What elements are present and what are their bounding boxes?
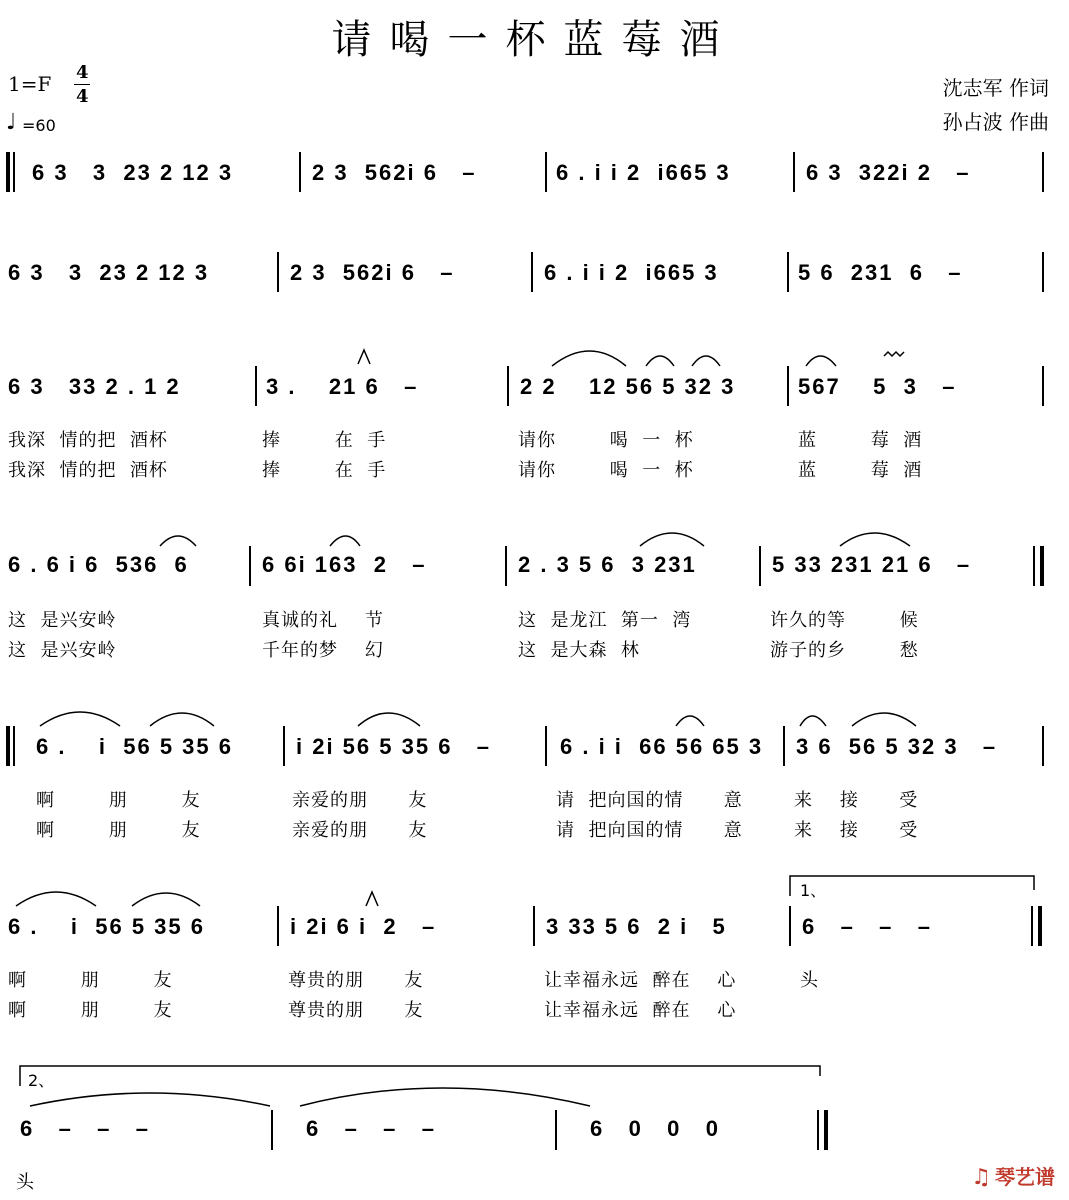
system5-measure1: 6 . i 56 5 35 6 — [36, 734, 233, 759]
system5-measure4: 3 6 56 5 32 3 – — [796, 734, 998, 759]
system6-measure4: 6 – – – — [802, 914, 932, 939]
system2-measure3: 6 . i i 2 i665 3 — [544, 260, 719, 285]
slur — [40, 712, 120, 726]
system2-measure2: 2 3 562i 6 – — [290, 260, 455, 285]
system4-measure3: 2 . 3 5 6 3 231 — [518, 552, 697, 577]
accent-mark — [358, 350, 370, 364]
system4-lyric2-m4: 游子的乡 愁 — [770, 640, 919, 661]
slur — [300, 1088, 590, 1106]
system6-lyric2-m1: 啊 朋 友 — [8, 1000, 173, 1021]
time-signature-bottom: 4 — [76, 86, 89, 107]
time-signature-top: 4 — [76, 62, 89, 83]
system2-measure4: 5 6 231 6 – — [798, 260, 963, 285]
system4-lyric2-m1: 这 是兴安岭 — [8, 640, 117, 661]
slur — [132, 893, 200, 906]
system7-measure1: 6 – – – — [20, 1116, 150, 1141]
system1-measure4: 6 3 322i 2 – — [806, 160, 971, 185]
system5-measure2: i 2i 56 5 35 6 – — [296, 734, 492, 759]
system3-lyric1-m1: 我深 情的把 酒杯 — [8, 430, 168, 451]
slur — [852, 713, 916, 726]
system5-lyric1-m1: 啊 朋 友 — [36, 790, 201, 811]
accent-mark — [366, 892, 378, 906]
tempo-note-icon: ♩ — [6, 110, 17, 135]
system5-lyric1-m4: 来 接 受 — [794, 790, 919, 811]
system3-measure2: 3 . 21 6 – — [266, 374, 419, 399]
slur — [640, 533, 704, 546]
system6-lyric2-m2: 尊贵的朋 友 — [288, 1000, 424, 1021]
system5-measure3: 6 . i i 66 56 65 3 — [560, 734, 764, 759]
system6-measure1: 6 . i 56 5 35 6 — [8, 914, 205, 939]
system7-lyric1-m1: 头 — [16, 1172, 35, 1193]
system4-lyric1-m1: 这 是兴安岭 — [8, 610, 117, 631]
system4-lyric1-m2: 真诚的礼 节 — [262, 610, 384, 631]
system4-measure4: 5 33 231 21 6 – — [772, 552, 972, 577]
system6-measure3: 3 33 5 6 2 i 5 — [546, 914, 727, 939]
system1-measure1: 6 3 3 23 2 12 3 — [32, 160, 234, 185]
system5-lyric1-m3: 请 把向国的情 意 — [556, 790, 743, 811]
system5-lyric2-m4: 来 接 受 — [794, 820, 919, 841]
system6-lyric1-m4: 头 — [800, 970, 819, 991]
system7-measure3: 6 0 0 0 — [590, 1116, 720, 1141]
system3-measure4: 567 5 3 – — [798, 374, 957, 399]
system4-lyric1-m4: 许久的等 候 — [770, 610, 919, 631]
system1-measure3: 6 . i i 2 i665 3 — [556, 160, 731, 185]
key-signature: 1=F — [8, 72, 52, 96]
system5-lyric2-m3: 请 把向国的情 意 — [556, 820, 743, 841]
slur — [330, 536, 360, 546]
watermark-text: 琴艺谱 — [995, 1165, 1055, 1189]
slur — [806, 356, 836, 366]
system3-lyric1-m3: 请你 喝 一 杯 — [518, 430, 694, 451]
volta-second-bracket — [20, 1066, 820, 1086]
system5-lyric1-m2: 亲爱的朋 友 — [292, 790, 428, 811]
composer: 孙占波 作曲 — [942, 110, 1049, 134]
system7-measure2: 6 – – – — [306, 1116, 436, 1141]
slur — [692, 356, 720, 366]
system1-measure2: 2 3 562i 6 – — [312, 160, 477, 185]
lyricist: 沈志军 作词 — [942, 76, 1049, 100]
system5-lyric2-m2: 亲爱的朋 友 — [292, 820, 428, 841]
tempo-value: =60 — [22, 116, 56, 135]
volta-first-bracket — [790, 876, 1034, 896]
system6-lyric2-m3: 让幸福永远 醉在 心 — [544, 1000, 737, 1021]
slur — [840, 533, 910, 546]
slur — [150, 713, 214, 726]
system6-lyric1-m2: 尊贵的朋 友 — [288, 970, 424, 991]
system6-measure2: i 2i 6 i 2 – — [290, 914, 437, 939]
watermark-logo — [957, 1137, 1055, 1190]
system6-lyric1-m3: 让幸福永远 醉在 心 — [544, 970, 737, 991]
volta-second-label: 2、 — [28, 1071, 55, 1090]
system4-lyric2-m2: 千年的梦 幻 — [262, 640, 384, 661]
system3-lyric1-m2: 捧 在 手 — [262, 430, 387, 451]
slur — [358, 713, 420, 726]
song-title: 请喝一杯蓝莓酒 — [331, 17, 738, 63]
system2-measure1: 6 3 3 23 2 12 3 — [8, 260, 210, 285]
system4-measure2: 6 6i 163 2 – — [262, 552, 427, 577]
system5-lyric2-m1: 啊 朋 友 — [36, 820, 201, 841]
slur — [552, 351, 626, 366]
mordent-mark — [884, 352, 904, 356]
piano-logo-icon: ♫ — [971, 1165, 991, 1190]
system4-measure1: 6 . 6 i 6 536 6 — [8, 552, 189, 577]
slur — [30, 1093, 270, 1106]
slur — [160, 536, 196, 546]
system3-lyric1-m4: 蓝 莓 酒 — [798, 430, 923, 451]
system3-lyric2-m4: 蓝 莓 酒 — [798, 460, 923, 481]
system4-lyric2-m3: 这 是大森 林 — [518, 640, 640, 661]
volta-first-label: 1、 — [800, 881, 827, 900]
slur — [646, 356, 674, 366]
system3-lyric2-m3: 请你 喝 一 杯 — [518, 460, 694, 481]
system6-lyric1-m1: 啊 朋 友 — [8, 970, 173, 991]
system3-measure3: 2 2 12 56 5 32 3 — [520, 374, 736, 399]
slur — [800, 716, 826, 726]
system3-lyric2-m2: 捧 在 手 — [262, 460, 387, 481]
system4-lyric1-m3: 这 是龙江 第一 湾 — [518, 610, 692, 631]
system3-measure1: 6 3 33 2 . 1 2 — [8, 374, 181, 399]
slur — [16, 892, 96, 906]
slur — [676, 716, 704, 726]
system3-lyric2-m1: 我深 情的把 酒杯 — [8, 460, 168, 481]
